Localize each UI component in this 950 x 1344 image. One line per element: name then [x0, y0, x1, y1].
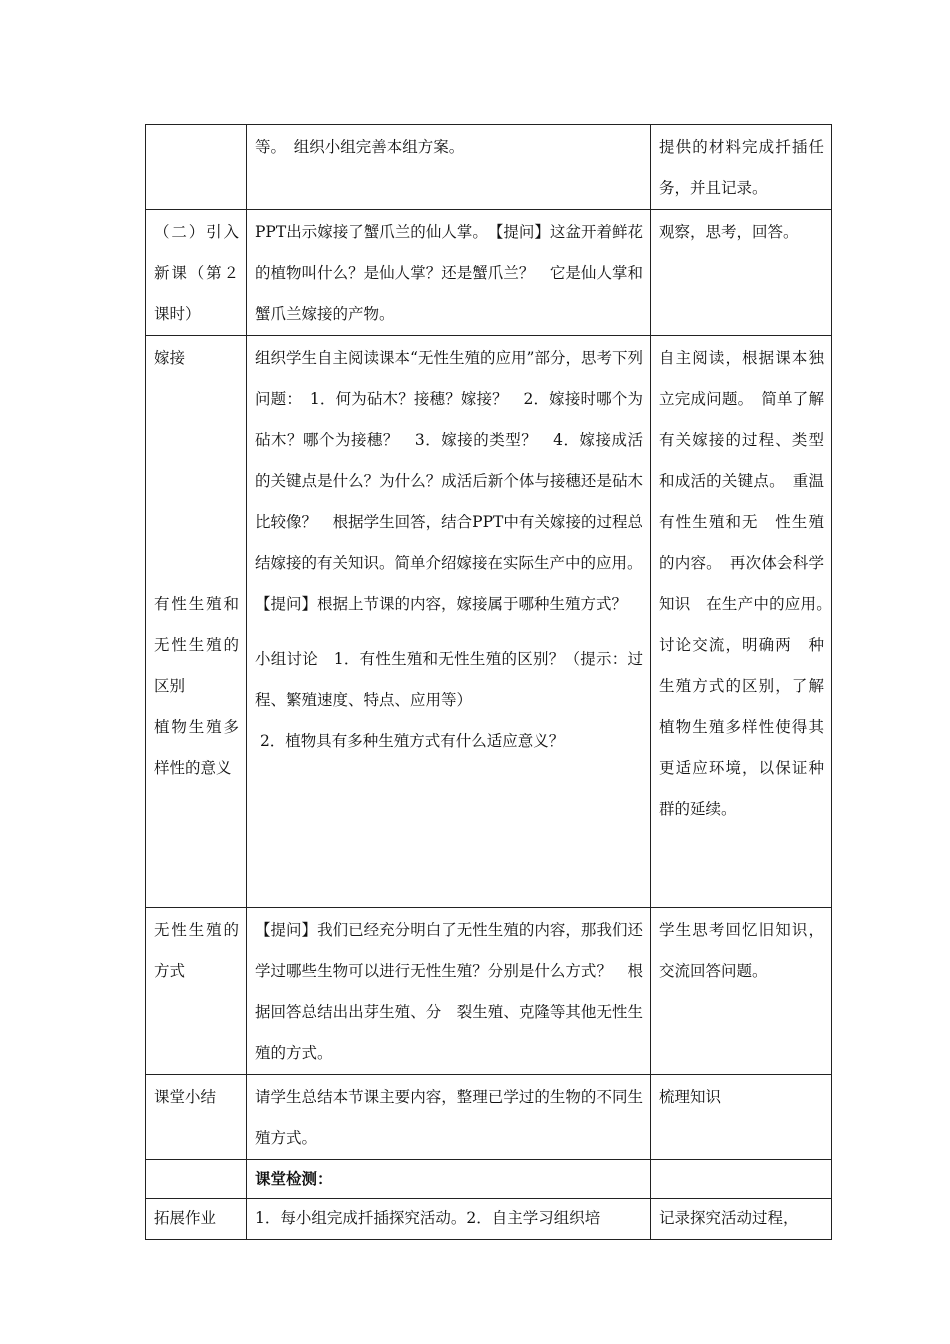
teacher-text: 2．植物具有多种生殖方式有什么适应意义？	[255, 732, 565, 750]
quiz-heading: 课堂检测：	[255, 1169, 333, 1188]
stage-label: 无性生殖的方式	[154, 921, 239, 980]
stage-label: 有性生殖和无性生殖的区别	[154, 595, 239, 695]
table-row	[146, 125, 832, 210]
student-text: 观察，思考，回答。	[659, 223, 799, 241]
student-text: 提供的材料完成扦插任务，并且记录。	[659, 138, 824, 197]
stage-label: （二）引入新课（第２课时）	[154, 223, 239, 323]
table-row	[146, 1160, 832, 1199]
stage-cell	[146, 210, 247, 336]
stage-cell	[146, 125, 247, 210]
teacher-text: PPT出示嫁接了蟹爪兰的仙人掌。 【提问】这盆开着鲜花的植物叫什么？是仙人掌？还是蟹爪兰？ 它是仙人掌和蟹爪兰嫁接的产物。	[255, 223, 643, 323]
teacher-text: 【提问】根据上节课的内容，嫁接属于哪种生殖方式？	[255, 595, 628, 613]
table-row	[146, 1199, 832, 1240]
teacher-activity-cell	[247, 1199, 651, 1240]
stage-cell	[146, 1075, 247, 1160]
student-activity-cell	[651, 1160, 832, 1199]
teacher-activity-cell	[247, 210, 651, 336]
stage-label: 拓展作业	[154, 1209, 217, 1227]
stage-label: 课堂小结	[154, 1088, 217, 1106]
teacher-activity-cell	[247, 908, 651, 1075]
lesson-plan-table	[145, 124, 840, 1240]
teacher-text: 请学生总结本节课主要内容，整理已学过的生物的不同生殖方式。	[255, 1088, 643, 1147]
student-text: 记录探究活动过程，	[659, 1209, 799, 1227]
teacher-activity-cell	[247, 1075, 651, 1160]
stage-cell	[146, 1160, 247, 1199]
teacher-text: 组织学生自主阅读课本“无性生殖的应用”部分，思考下列问题： 1．何为砧木？接穗？嫁接？ 2．嫁接时哪个为砧木？哪个为接穗？ 3．嫁接的类型？ 4．嫁接成活的关键点是什么？为什么？成活后新个体与接穗还是砧木比较像？ 根据学生回答，结合PPT中有关嫁接的过程总结嫁接的有关知识。简单介绍嫁接在实际生产中的应用。	[255, 349, 643, 572]
teacher-activity-cell	[247, 336, 651, 908]
spacer	[154, 379, 239, 584]
stage-cell	[146, 1199, 247, 1240]
teacher-text: 等。 组织小组完善本组方案。	[255, 138, 465, 156]
stage-cell	[146, 908, 247, 1075]
student-activity-cell	[651, 1199, 832, 1240]
teacher-text: 【提问】我们已经充分明白了无性生殖的内容，那我们还学过哪些生物可以进行无性生殖？分别是什么方式？ 根据回答总结出出芽生殖、分 裂生殖、克隆等其他无性生殖的方式。	[255, 921, 643, 1062]
student-activity-cell	[651, 125, 832, 210]
student-text: 自主阅读，根据课本独立完成问题。 简单了解有关嫁接的过程、类型和成活的关键点。 重温有性生殖和无 性生殖的内容。 再次体会科学知识 在生产中的应用。 讨论交流，明确两 种生殖方式的区别，了解植物生殖多样性使得其更适应环境，以保证种群的延续。	[659, 349, 840, 818]
student-activity-cell	[651, 1075, 832, 1160]
stage-label: 嫁接	[154, 349, 186, 367]
table-row	[146, 908, 832, 1075]
student-text: 学生思考回忆旧知识，交流回答问题。	[659, 921, 824, 980]
teacher-activity-cell	[247, 1160, 651, 1199]
student-text: 梳理知识	[659, 1088, 722, 1106]
table-row	[146, 336, 832, 908]
spacer	[255, 625, 643, 639]
teacher-text: 1．每小组完成扦插探究活动。2．自主学习组织培	[255, 1209, 601, 1227]
teacher-text: 小组讨论 1．有性生殖和无性生殖的区别？（提示：过程、繁殖速度、特点、应用等）	[255, 650, 643, 709]
table-row	[146, 1075, 832, 1160]
student-activity-cell	[651, 908, 832, 1075]
teacher-activity-cell	[247, 125, 651, 210]
table-row	[146, 210, 832, 336]
student-activity-cell	[651, 210, 832, 336]
student-activity-cell	[651, 336, 840, 908]
stage-cell	[146, 336, 247, 908]
stage-label: 植物生殖多样性的意义	[154, 718, 239, 777]
